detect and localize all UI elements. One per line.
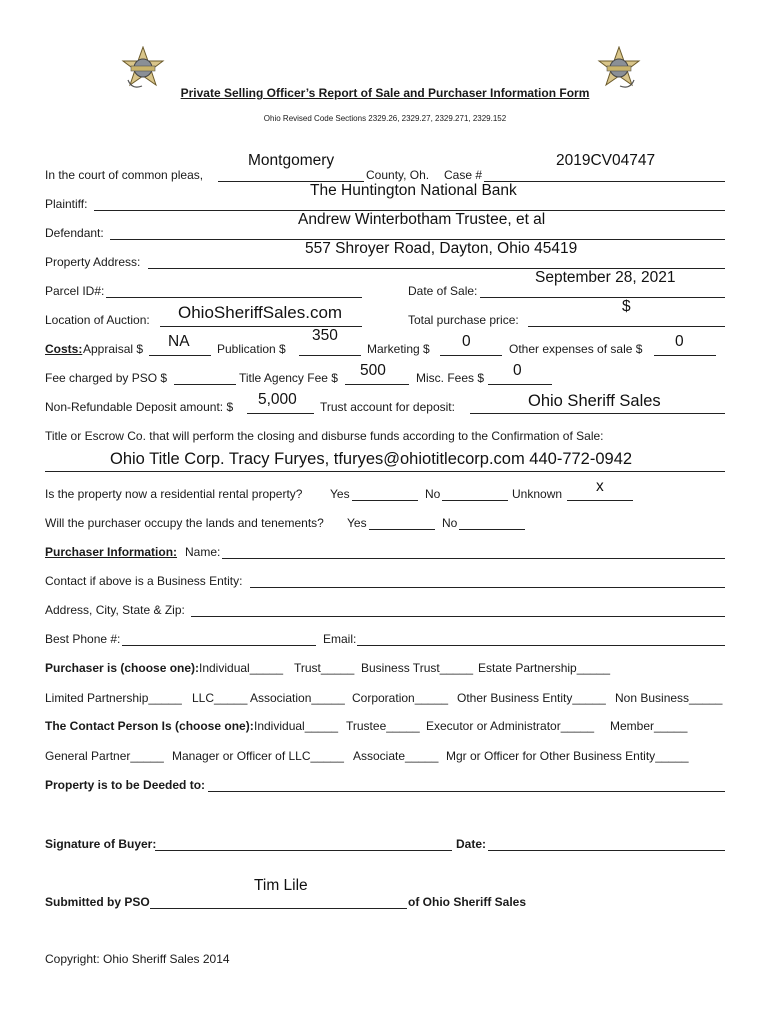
- contact-opt-manager-llc[interactable]: Manager or Officer of LLC_____: [172, 749, 344, 763]
- other-expenses-label: Other expenses of sale $: [509, 342, 643, 356]
- marketing-line: [440, 355, 502, 356]
- purchaser-opt-other-business[interactable]: Other Business Entity_____: [457, 691, 606, 705]
- total-price-label: Total purchase price:: [408, 313, 519, 327]
- contact-opt-mgr-other[interactable]: Mgr or Officer for Other Business Entity_____: [446, 749, 689, 763]
- location-label: Location of Auction:: [45, 313, 150, 327]
- trust-account-line: [470, 413, 725, 414]
- appraisal-line: [149, 355, 211, 356]
- contact-opt-associate[interactable]: Associate_____: [353, 749, 439, 763]
- title-escrow-line: [45, 471, 725, 472]
- form-subtitle: Ohio Revised Code Sections 2329.26, 2329.27, 2329.271, 2329.152: [263, 114, 507, 123]
- deposit-label: Non-Refundable Deposit amount: $: [45, 400, 234, 414]
- pso-name-value[interactable]: Tim Lile: [254, 877, 308, 894]
- court-label: In the court of common pleas,: [45, 168, 204, 182]
- date-of-sale-label: Date of Sale:: [408, 284, 478, 298]
- contact-person-is-label: The Contact Person Is (choose one):: [45, 719, 254, 733]
- defendant-value[interactable]: Andrew Winterbotham Trustee, et al: [298, 211, 546, 228]
- county-value[interactable]: Montgomery: [248, 152, 335, 169]
- fee-pso-label: Fee charged by PSO $: [45, 371, 168, 385]
- pso-line: [150, 908, 407, 909]
- title-escrow-label: Title or Escrow Co. that will perform the closing and disburse funds according to the Confirmation of Sale:: [45, 429, 604, 443]
- parcel-line: [106, 297, 362, 298]
- county-suffix-label: County, Oh.: [366, 168, 430, 182]
- purchaser-opt-llc[interactable]: LLC_____: [192, 691, 248, 705]
- marketing-label: Marketing $: [367, 342, 430, 356]
- publication-label: Publication $: [217, 342, 286, 356]
- deeded-to-label: Property is to be Deeded to:: [45, 778, 206, 792]
- purchaser-opt-non-business[interactable]: Non Business_____: [615, 691, 723, 705]
- property-address-label: Property Address:: [45, 255, 141, 269]
- copyright-text: Copyright: Ohio Sheriff Sales 2014: [45, 952, 230, 966]
- occupy-no-label: No: [442, 516, 458, 530]
- fee-pso-line: [174, 384, 236, 385]
- appraisal-value[interactable]: NA: [168, 333, 190, 350]
- location-value[interactable]: OhioSheriffSales.com: [178, 303, 343, 322]
- contact-opt-general-partner[interactable]: General Partner_____: [45, 749, 164, 763]
- other-expenses-line: [654, 355, 716, 356]
- signature-label: Signature of Buyer:: [45, 837, 157, 851]
- phone-label: Best Phone #:: [45, 632, 121, 646]
- title-agency-fee-value[interactable]: 500: [360, 362, 386, 379]
- occupy-question: Will the purchaser occupy the lands and tenements?: [45, 516, 324, 530]
- occupy-yes-label: Yes: [347, 516, 367, 530]
- total-price-line: [528, 326, 725, 327]
- purchaser-opt-estate-partnership[interactable]: Estate Partnership_____: [478, 661, 611, 675]
- contact-business-label: Contact if above is a Business Entity:: [45, 574, 243, 588]
- deposit-value[interactable]: 5,000: [258, 391, 297, 408]
- address-line[interactable]: [191, 616, 725, 617]
- costs-label: Costs:: [45, 342, 83, 356]
- contact-opt-executor[interactable]: Executor or Administrator_____: [426, 719, 595, 733]
- misc-fees-line: [488, 384, 552, 385]
- purchaser-is-label: Purchaser is (choose one):: [45, 661, 200, 675]
- purchaser-opt-corporation[interactable]: Corporation_____: [352, 691, 449, 705]
- rental-yes-label: Yes: [330, 487, 350, 501]
- form-title: Private Selling Officer’s Report of Sale and Purchaser Information Form: [180, 86, 590, 100]
- purchaser-opt-trust[interactable]: Trust_____: [294, 661, 355, 675]
- deposit-line: [247, 413, 314, 414]
- email-label: Email:: [323, 632, 357, 646]
- submitted-by-label: Submitted by PSO: [45, 895, 150, 909]
- name-label: Name:: [185, 545, 221, 559]
- purchaser-opt-limited-partnership[interactable]: Limited Partnership_____: [45, 691, 182, 705]
- parcel-label: Parcel ID#:: [45, 284, 105, 298]
- date-of-sale-line: [480, 297, 725, 298]
- address-label: Address, City, State & Zip:: [45, 603, 185, 617]
- contact-business-line[interactable]: [250, 587, 725, 588]
- purchaser-opt-association[interactable]: Association_____: [250, 691, 345, 705]
- case-line: [484, 181, 725, 182]
- case-value[interactable]: 2019CV04747: [556, 152, 656, 169]
- date-line[interactable]: [488, 850, 725, 851]
- purchaser-info-heading: Purchaser Information:: [45, 545, 178, 559]
- publication-line: [299, 355, 361, 356]
- title-agency-fee-line: [345, 384, 409, 385]
- rental-unknown-label: Unknown: [512, 487, 563, 501]
- trust-account-value[interactable]: Ohio Sheriff Sales: [528, 392, 661, 410]
- email-line[interactable]: [357, 645, 725, 646]
- name-line[interactable]: [222, 558, 725, 559]
- plaintiff-label: Plaintiff:: [45, 197, 88, 211]
- title-agency-fee-label: Title Agency Fee $: [239, 371, 338, 385]
- contact-opt-member[interactable]: Member_____: [610, 719, 688, 733]
- marketing-value[interactable]: 0: [462, 333, 471, 350]
- rental-yes-line[interactable]: [352, 500, 418, 501]
- rental-question: Is the property now a residential rental property?: [45, 487, 303, 501]
- title-escrow-value[interactable]: Ohio Title Corp. Tracy Furyes, tfuryes@ohiotitlecorp.com 440-772-0942: [110, 450, 633, 468]
- rental-no-line[interactable]: [442, 500, 508, 501]
- plaintiff-value[interactable]: The Huntington National Bank: [310, 182, 517, 199]
- rental-no-label: No: [425, 487, 441, 501]
- contact-opt-trustee[interactable]: Trustee_____: [346, 719, 420, 733]
- signature-line[interactable]: [155, 850, 452, 851]
- occupy-yes-line[interactable]: [369, 529, 435, 530]
- appraisal-label: Appraisal $: [83, 342, 144, 356]
- date-of-sale-value[interactable]: September 28, 2021: [535, 269, 676, 286]
- property-address-value[interactable]: 557 Shroyer Road, Dayton, Ohio 45419: [305, 240, 578, 257]
- defendant-label: Defendant:: [45, 226, 104, 240]
- deeded-to-line[interactable]: [208, 791, 725, 792]
- misc-fees-label: Misc. Fees $: [416, 371, 485, 385]
- trust-account-label: Trust account for deposit:: [320, 400, 455, 414]
- of-ohio-sheriff-sales-label: of Ohio Sheriff Sales: [408, 895, 527, 909]
- date-label: Date:: [456, 837, 487, 851]
- case-label: Case #: [444, 168, 483, 182]
- purchaser-opt-individual[interactable]: Individual_____: [199, 661, 284, 675]
- total-price-value[interactable]: $: [622, 298, 631, 315]
- publication-value[interactable]: 350: [312, 327, 338, 344]
- purchaser-opt-business-trust[interactable]: Business Trust_____: [361, 661, 474, 675]
- rental-unknown-mark[interactable]: x: [596, 478, 604, 495]
- other-expenses-value[interactable]: 0: [675, 333, 684, 350]
- phone-line[interactable]: [122, 645, 316, 646]
- rental-unknown-line[interactable]: [567, 500, 633, 501]
- contact-opt-individual[interactable]: Individual_____: [254, 719, 339, 733]
- occupy-no-line[interactable]: [459, 529, 525, 530]
- misc-fees-value[interactable]: 0: [513, 362, 522, 379]
